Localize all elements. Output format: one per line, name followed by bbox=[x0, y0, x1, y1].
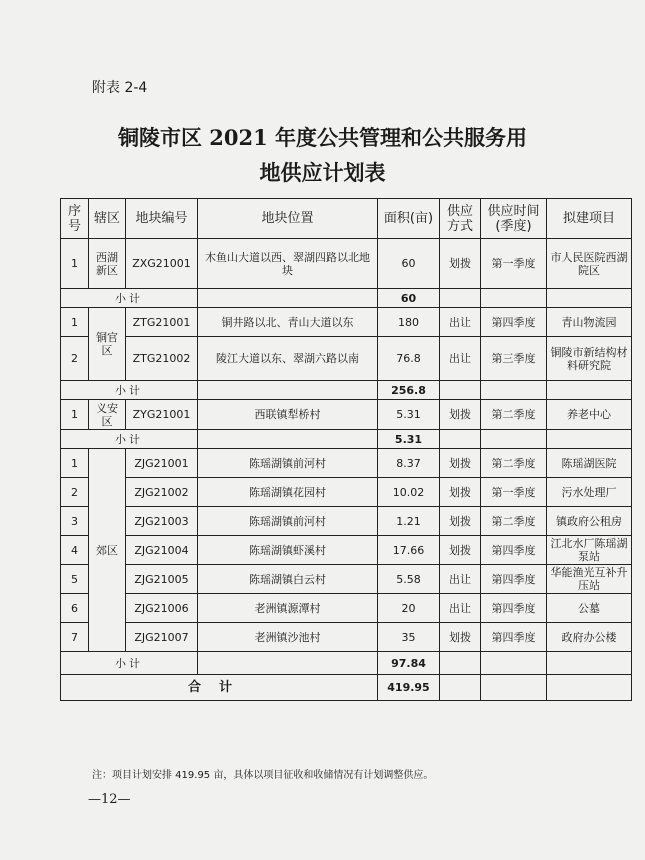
cell-area: 20 bbox=[378, 594, 440, 623]
cell-location: 陈瑶湖镇花园村 bbox=[198, 478, 378, 507]
cell-location: 老洲镇源潭村 bbox=[198, 594, 378, 623]
table-row bbox=[61, 449, 632, 478]
cell-location: 铜井路以北、青山大道以东 bbox=[198, 308, 378, 337]
cell-time: 第四季度 bbox=[481, 594, 547, 623]
total-row bbox=[61, 675, 632, 701]
page-title-line2: 地供应计划表 bbox=[259, 160, 386, 185]
cell-seq: 4 bbox=[61, 536, 89, 565]
cell-project: 养老中心 bbox=[547, 400, 632, 430]
cell-method: 划拨 bbox=[440, 478, 481, 507]
cell-empty bbox=[198, 381, 378, 400]
cell-area: 60 bbox=[378, 239, 440, 289]
subtotal-label: 小计 bbox=[61, 652, 198, 675]
cell-plot-no: ZJG21006 bbox=[126, 594, 198, 623]
cell-empty bbox=[547, 652, 632, 675]
cell-empty bbox=[440, 289, 481, 308]
cell-project: 陈瑶湖医院 bbox=[547, 449, 632, 478]
cell-plot-no: ZJG21004 bbox=[126, 536, 198, 565]
cell-seq: 3 bbox=[61, 507, 89, 536]
cell-area: 76.8 bbox=[378, 337, 440, 381]
cell-seq: 1 bbox=[61, 449, 89, 478]
header-method: 供应方式 bbox=[440, 199, 481, 239]
cell-plot-no: ZTG21002 bbox=[126, 337, 198, 381]
table-row bbox=[61, 239, 632, 289]
cell-time: 第二季度 bbox=[481, 400, 547, 430]
table-header-row bbox=[61, 199, 632, 239]
table-row bbox=[61, 400, 632, 430]
subtotal-row bbox=[61, 430, 632, 449]
table-row bbox=[61, 565, 632, 594]
subtotal-row bbox=[61, 652, 632, 675]
subtotal-value: 256.8 bbox=[378, 381, 440, 400]
cell-plot-no: ZJG21001 bbox=[126, 449, 198, 478]
subtotal-label: 小计 bbox=[61, 289, 198, 308]
cell-method: 划拨 bbox=[440, 507, 481, 536]
cell-empty bbox=[481, 289, 547, 308]
cell-project: 公墓 bbox=[547, 594, 632, 623]
cell-empty bbox=[198, 652, 378, 675]
cell-area: 35 bbox=[378, 623, 440, 652]
table-body bbox=[61, 239, 632, 701]
cell-location: 陈瑶湖镇虾溪村 bbox=[198, 536, 378, 565]
cell-empty bbox=[440, 381, 481, 400]
cell-area: 5.31 bbox=[378, 400, 440, 430]
cell-location: 陈瑶湖镇前河村 bbox=[198, 449, 378, 478]
cell-time: 第四季度 bbox=[481, 623, 547, 652]
cell-seq: 2 bbox=[61, 478, 89, 507]
cell-seq: 2 bbox=[61, 337, 89, 381]
land-supply-table bbox=[60, 198, 632, 701]
cell-project: 江北水厂陈瑶湖泵站 bbox=[547, 536, 632, 565]
header-time: 供应时间(季度) bbox=[481, 199, 547, 239]
cell-empty bbox=[481, 675, 547, 701]
cell-empty bbox=[547, 675, 632, 701]
cell-area: 8.37 bbox=[378, 449, 440, 478]
cell-district: 郊区 bbox=[89, 449, 126, 652]
annex-label: 附表 2-4 bbox=[92, 80, 148, 96]
cell-empty bbox=[481, 381, 547, 400]
cell-plot-no: ZYG21001 bbox=[126, 400, 198, 430]
cell-time: 第四季度 bbox=[481, 565, 547, 594]
cell-plot-no: ZJG21002 bbox=[126, 478, 198, 507]
subtotal-value: 5.31 bbox=[378, 430, 440, 449]
cell-project: 镇政府公租房 bbox=[547, 507, 632, 536]
header-location: 地块位置 bbox=[198, 199, 378, 239]
subtotal-value: 97.84 bbox=[378, 652, 440, 675]
cell-method: 出让 bbox=[440, 308, 481, 337]
cell-method: 出让 bbox=[440, 565, 481, 594]
page-number: —12— bbox=[88, 792, 131, 807]
cell-project: 华能渔光互补升压站 bbox=[547, 565, 632, 594]
header-seq: 序号 bbox=[61, 199, 89, 239]
cell-plot-no: ZTG21001 bbox=[126, 308, 198, 337]
cell-plot-no: ZXG21001 bbox=[126, 239, 198, 289]
table-row bbox=[61, 308, 632, 337]
cell-area: 180 bbox=[378, 308, 440, 337]
table-row bbox=[61, 337, 632, 381]
cell-time: 第四季度 bbox=[481, 536, 547, 565]
cell-seq: 7 bbox=[61, 623, 89, 652]
cell-time: 第二季度 bbox=[481, 449, 547, 478]
cell-location: 西联镇犁桥村 bbox=[198, 400, 378, 430]
cell-time: 第二季度 bbox=[481, 507, 547, 536]
page-title-line1: 铜陵市区 2021 年度公共管理和公共服务用 bbox=[117, 125, 528, 150]
cell-location: 木鱼山大道以西、翠湖四路以北地块 bbox=[198, 239, 378, 289]
cell-location: 老洲镇沙池村 bbox=[198, 623, 378, 652]
cell-location: 陈瑶湖镇前河村 bbox=[198, 507, 378, 536]
cell-project: 政府办公楼 bbox=[547, 623, 632, 652]
cell-empty bbox=[547, 430, 632, 449]
cell-plot-no: ZJG21003 bbox=[126, 507, 198, 536]
cell-seq: 1 bbox=[61, 400, 89, 430]
cell-project: 铜陵市新结构材料研究院 bbox=[547, 337, 632, 381]
cell-seq: 1 bbox=[61, 239, 89, 289]
cell-method: 划拨 bbox=[440, 623, 481, 652]
cell-district: 铜官区 bbox=[89, 308, 126, 381]
table-row bbox=[61, 536, 632, 565]
cell-area: 5.58 bbox=[378, 565, 440, 594]
cell-method: 划拨 bbox=[440, 449, 481, 478]
total-label: 合计 bbox=[61, 675, 378, 701]
cell-project: 污水处理厂 bbox=[547, 478, 632, 507]
subtotal-label: 小计 bbox=[61, 430, 198, 449]
cell-method: 划拨 bbox=[440, 536, 481, 565]
cell-area: 1.21 bbox=[378, 507, 440, 536]
cell-method: 出让 bbox=[440, 337, 481, 381]
cell-seq: 5 bbox=[61, 565, 89, 594]
cell-method: 出让 bbox=[440, 594, 481, 623]
header-district: 辖区 bbox=[89, 199, 126, 239]
table-row bbox=[61, 623, 632, 652]
cell-empty bbox=[440, 675, 481, 701]
subtotal-label: 小计 bbox=[61, 381, 198, 400]
cell-district: 西湖新区 bbox=[89, 239, 126, 289]
table-row bbox=[61, 507, 632, 536]
cell-location: 陵江大道以东、翠湖六路以南 bbox=[198, 337, 378, 381]
cell-method: 划拨 bbox=[440, 400, 481, 430]
cell-empty bbox=[481, 430, 547, 449]
cell-plot-no: ZJG21005 bbox=[126, 565, 198, 594]
cell-empty bbox=[440, 652, 481, 675]
cell-area: 17.66 bbox=[378, 536, 440, 565]
cell-empty bbox=[481, 652, 547, 675]
cell-project: 市人民医院西湖院区 bbox=[547, 239, 632, 289]
total-value: 419.95 bbox=[378, 675, 440, 701]
cell-time: 第四季度 bbox=[481, 308, 547, 337]
cell-empty bbox=[547, 381, 632, 400]
header-project: 拟建项目 bbox=[547, 199, 632, 239]
cell-location: 陈瑶湖镇白云村 bbox=[198, 565, 378, 594]
header-area: 面积(亩) bbox=[378, 199, 440, 239]
header-plot-no: 地块编号 bbox=[126, 199, 198, 239]
footnote: 注：项目计划安排 419.95 亩，具体以项目征收和收储情况有计划调整供应。 bbox=[92, 770, 434, 781]
table-row bbox=[61, 594, 632, 623]
cell-empty bbox=[198, 289, 378, 308]
cell-time: 第一季度 bbox=[481, 239, 547, 289]
cell-method: 划拨 bbox=[440, 239, 481, 289]
subtotal-row bbox=[61, 289, 632, 308]
table-row bbox=[61, 478, 632, 507]
cell-time: 第一季度 bbox=[481, 478, 547, 507]
cell-seq: 6 bbox=[61, 594, 89, 623]
cell-plot-no: ZJG21007 bbox=[126, 623, 198, 652]
cell-area: 10.02 bbox=[378, 478, 440, 507]
cell-district: 义安区 bbox=[89, 400, 126, 430]
subtotal-value: 60 bbox=[378, 289, 440, 308]
subtotal-row bbox=[61, 381, 632, 400]
cell-empty bbox=[547, 289, 632, 308]
cell-seq: 1 bbox=[61, 308, 89, 337]
cell-empty bbox=[440, 430, 481, 449]
cell-empty bbox=[198, 430, 378, 449]
cell-time: 第三季度 bbox=[481, 337, 547, 381]
cell-project: 青山物流园 bbox=[547, 308, 632, 337]
